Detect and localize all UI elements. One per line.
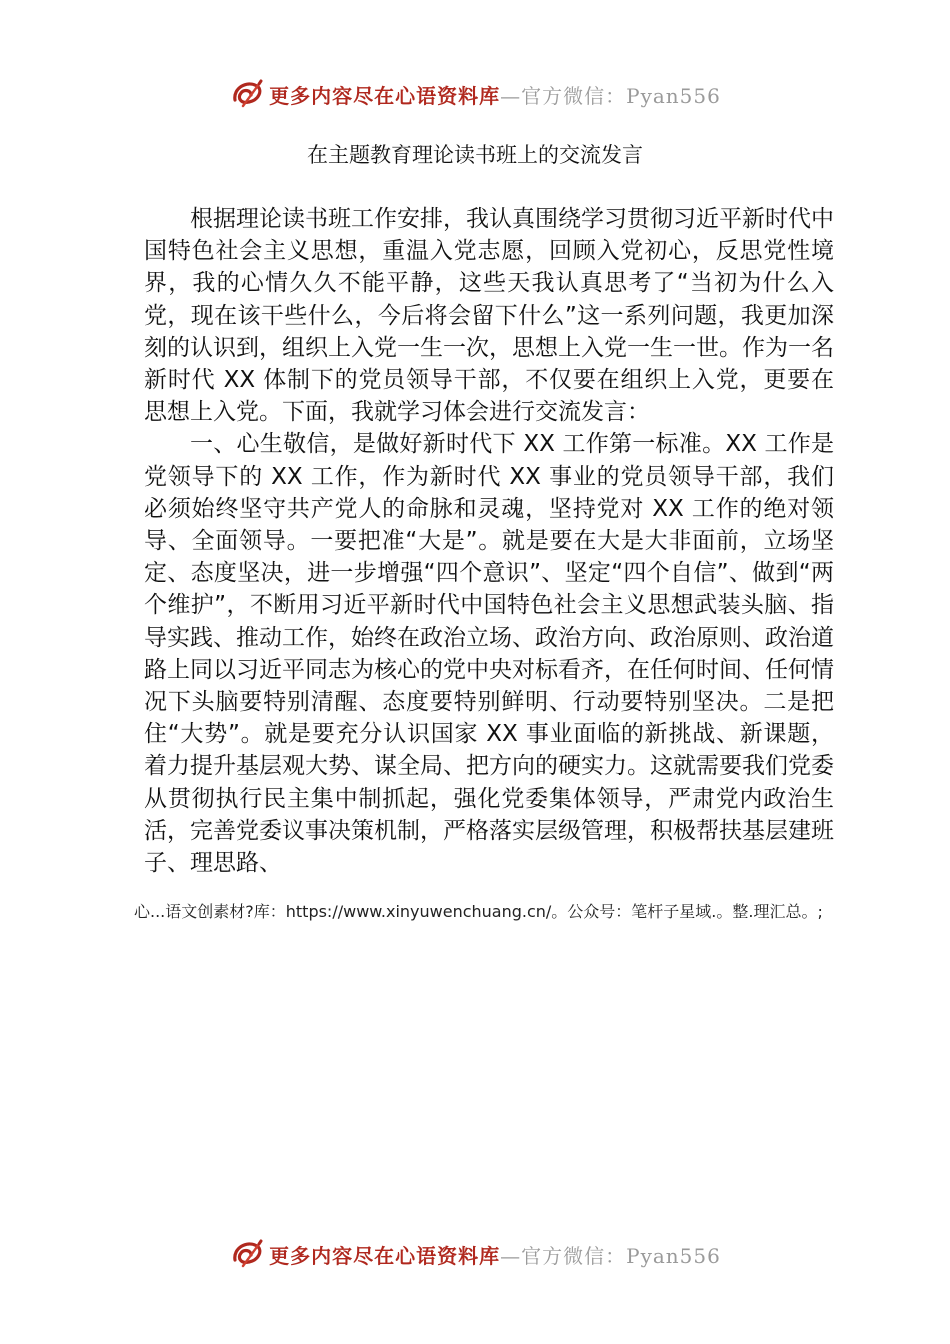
brand-label: 更多内容尽在心语资料库 bbox=[269, 1243, 501, 1268]
header-banner bbox=[0, 72, 950, 116]
wechat-label: —官方微信：Pyan556 bbox=[500, 83, 721, 108]
wechat-label: —官方微信：Pyan556 bbox=[500, 1243, 721, 1268]
footer-banner bbox=[0, 1232, 950, 1276]
banner-text bbox=[269, 80, 721, 109]
document-title: 在主题教育理论读书班上的交流发言 bbox=[307, 143, 643, 167]
paragraph-intro: 根据理论读书班工作安排，我认真围绕学习贯彻习近平新时代中国特色社会主义思想，重温入党志愿，回顾入党初心，反思党性境界，我的心情久久不能平静，这些天我认真思考了“当初为什么入党，现在该干些什么，今后将会留下什么”这一系列问题，我更加深刻的认识到，组织上入党一生一次，思想上入党一生一世。作为一名新时代 XX 体制下的党员领导干部，不仅要在组织上入党，更要在思想上入党。下面，我就学习体会进行交流发言： bbox=[144, 206, 834, 426]
banner-text bbox=[269, 1240, 721, 1269]
document-body bbox=[144, 203, 834, 879]
pen-swirl-logo-icon bbox=[229, 1236, 265, 1272]
brand-label: 更多内容尽在心语资料库 bbox=[269, 83, 501, 108]
pen-swirl-logo-icon bbox=[229, 76, 265, 112]
source-footnote: 心...语文创素材?库：https://www.xinyuwenchuang.cn/。公众号：笔杆子星域.。整.理汇总。; bbox=[134, 902, 823, 921]
paragraph-section-one: 一、心生敬信，是做好新时代下 XX 工作第一标准。XX 工作是党领导下的 XX 工作，作为新时代 XX 事业的党员领导干部，我们必须始终坚守共产党人的命脉和灵魂，坚持党对 XX 工作的绝对领导、全面领导。一要把准“大是”。就是要在大是大非面前，立场坚定、态度坚决，进一步增强“四个意识”、坚定“四个自信”、做到“两个维护”，不断用习近平新时代中国特色社会主义思想武装头脑、指导实践、推动工作，始终在政治立场、政治方向、政治原则、政治道路上同以习近平同志为核心的党中央对标看齐，在任何时间、任何情况下头脑要特别清醒、态度要特别鲜明、行动要特别坚决。二是把住“大势”。就是要充分认识国家 XX 事业面临的新挑战、新课题，着力提升基层观大势、谋全局、把方向的硬实力。这就需要我们党委从贯彻执行民主集中制抓起，强化党委集体领导，严肃党内政治生活，完善党委议事决策机制，严格落实层级管理，积极帮扶基层建班子、理思路、 bbox=[144, 431, 834, 877]
